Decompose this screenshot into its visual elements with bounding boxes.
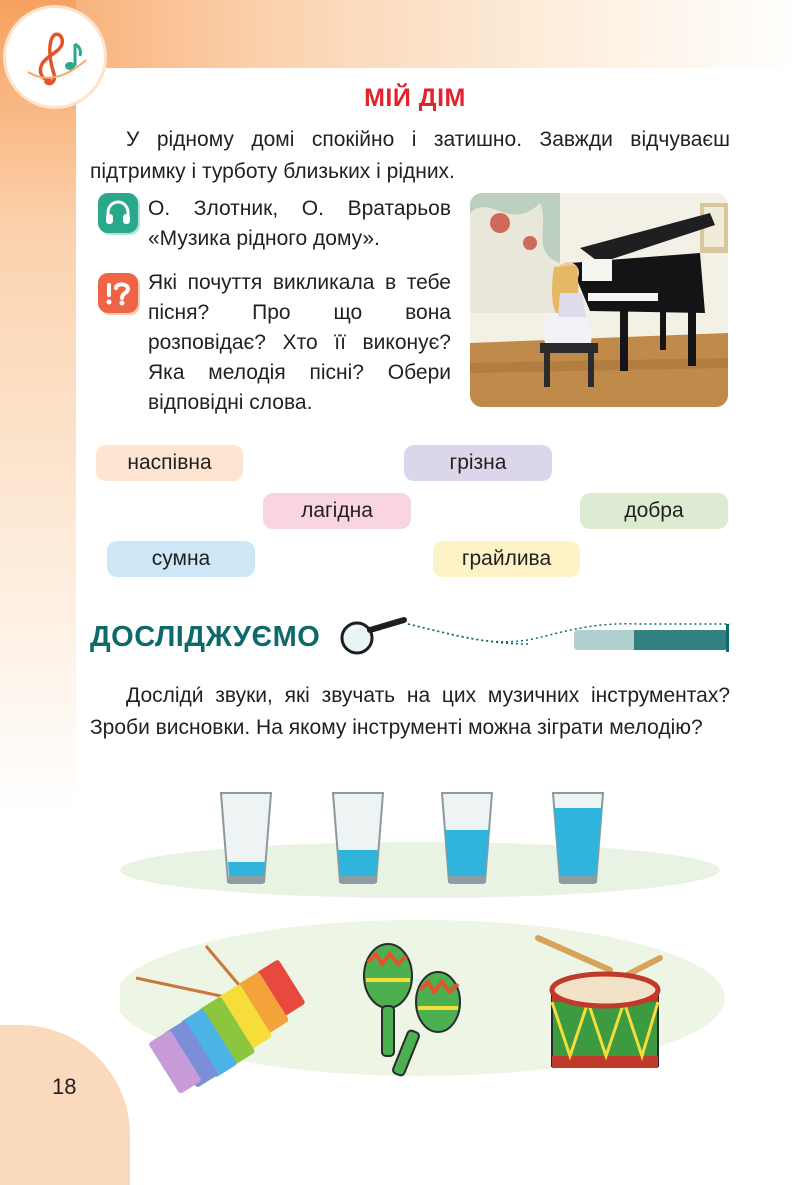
explore-paragraph: Досліди́ звуки, які звучать на цих музичних інструментах? Зроби висновки. На якому інструменті можна зіграти мелодію? (90, 684, 730, 739)
girl-at-piano-illustration (470, 193, 728, 407)
intro-paragraph: У рідному домі спокійно і затишно. Завжди відчуваєш підтримку і турботу близьких і рідних. (90, 128, 730, 183)
headphones-icon (98, 193, 138, 233)
water-glasses-illustration (120, 780, 720, 910)
glass-1 (221, 793, 271, 884)
glass-3 (442, 793, 492, 884)
word-chip[interactable]: грізна (404, 445, 552, 481)
song-credit: О. Злотник, О. Вратарьов «Музика рідного дому». (148, 197, 451, 250)
question-text: Які почуття викликала в тебе пісня? Про що вона розповідає? Хто її виконує? Яка мелодія пісні? Обери відповідні слова. (148, 271, 451, 414)
question-icon (98, 273, 138, 313)
glass-4 (553, 793, 603, 884)
left-decor-band (0, 0, 76, 1158)
magnifier-icon (338, 610, 733, 663)
page-title: МІЙ ДІМ (364, 84, 466, 112)
word-chip[interactable]: наспівна (96, 445, 243, 481)
top-decor-band (0, 0, 800, 68)
section-heading: ДОСЛІДЖУЄМО (90, 621, 321, 653)
glass-2 (333, 793, 383, 884)
treble-clef-icon (20, 22, 90, 92)
page-number: 18 (52, 1074, 77, 1099)
word-chip[interactable]: лагідна (263, 493, 411, 529)
instruments-illustration (120, 918, 730, 1098)
word-chip[interactable]: грайлива (433, 541, 580, 577)
word-chip[interactable]: сумна (107, 541, 255, 577)
page-corner-decor (0, 1025, 130, 1185)
word-chip[interactable]: добра (580, 493, 728, 529)
